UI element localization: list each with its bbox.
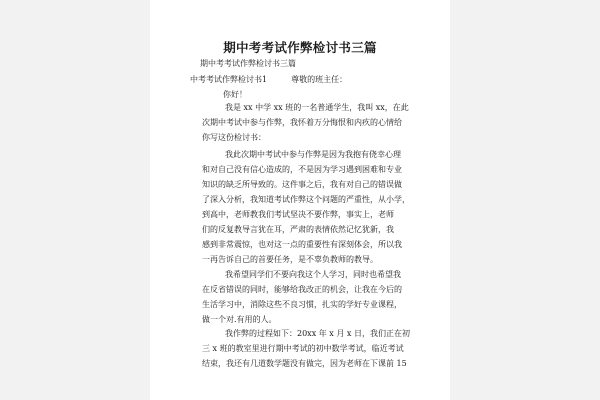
document-page xyxy=(150,0,450,400)
body-line: 我是 xx 中学 xx 班的一名普通学生，我叫 xx，在此 xyxy=(225,103,409,112)
body-line: 做一个对.有用的人。 xyxy=(202,315,277,324)
body-line: 我作弊的过程如下：20xx 年 x 月 x 日，我们正在初 xyxy=(225,329,410,338)
document-subtitle: 期中考考试作弊检讨书三篇 xyxy=(200,59,296,68)
body-line: 你写这份检讨书： xyxy=(202,133,266,142)
body-line: 我希望同学们不要向我这个人学习，同时也希望我 xyxy=(225,270,401,279)
body-line: 在反省错误的同时，能够给我改正的机会，让我在今后的 xyxy=(202,285,402,294)
body-line: 了深入分析，我知道考试作弊这个问题的严重性，从小学， xyxy=(202,195,410,204)
body-line: 到高中，老师教我们考试坚决不要作弊，事实上，老师 xyxy=(202,210,394,219)
body-line: 和对自己没有信心造成的，不是因为学习遇到困难和专业 xyxy=(202,165,402,174)
document-title: 期中考考试作弊检讨书三篇 xyxy=(223,40,377,55)
body-line: 我此次期中考试中参与作弊是因为我抱有侥幸心理 xyxy=(225,150,401,159)
body-line: 感到非常震惊，也对这一点的重要性有深刻体会，所以我 xyxy=(202,240,402,249)
greeting: 你好！ xyxy=(223,90,247,99)
body-line: 三 x 班的教室里进行期中考试的初中数学考试，临近考试 xyxy=(202,344,404,353)
letter-heading: 中考考试作弊检讨书1 尊敬的班主任： xyxy=(190,75,348,84)
body-line: 生活学习中，消除这些不良习惯，扎实的学好专业课程， xyxy=(202,300,402,309)
body-line: 们的反复教导言犹在耳，严肃的表情依然记忆犹新，我 xyxy=(202,225,394,234)
body-line: 结束，我还有几道数学题没有做完，因为老师在下课前 15 xyxy=(202,359,407,368)
body-line: 次期中考试中参与作弊，我怀着万分悔恨和内疚的心情给 xyxy=(202,118,402,127)
body-line: 一再告诉自己的首要任务，是不辜负教师的教导。 xyxy=(202,255,378,264)
body-line: 知识的缺乏所导致的。这件事之后，我有对自己的错误做 xyxy=(202,180,402,189)
